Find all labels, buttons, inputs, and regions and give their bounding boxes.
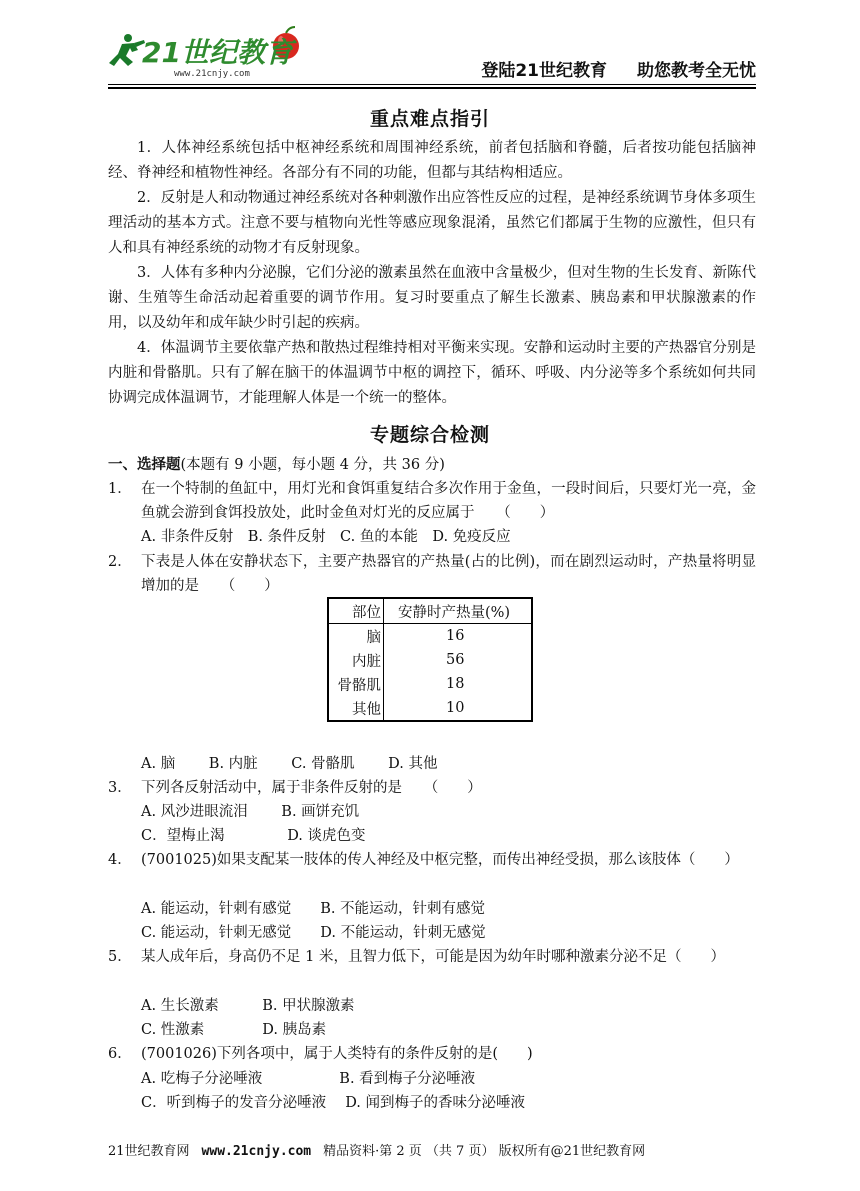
question-6-options-row-2: C．听到梅子的发音分泌唾液 D. 闻到梅子的香味分泌唾液 bbox=[141, 1095, 526, 1111]
table-header-row bbox=[328, 598, 532, 624]
running-figure-icon bbox=[109, 34, 145, 66]
question-stem: (7001025)如果支配某一肢体的传人神经及中枢完整，而传出神经受损，那么该肢体（ ） bbox=[141, 852, 739, 868]
page-footer bbox=[108, 1140, 756, 1159]
table-header-part: 部位 bbox=[328, 598, 384, 624]
guide-paragraph-2: 2．反射是人和动物通过神经系统对各种刺激作出应答性反应的过程，是神经系统调节身体多项生理活动的基本方式。注意不要与植物向光性等感应现象混淆，虽然它们都属于生物的应激性，但只有人和具有神经系统的动物才有反射现象。 bbox=[108, 190, 756, 256]
table-cell-part: 内脏 bbox=[328, 648, 384, 672]
table-row bbox=[328, 672, 532, 696]
question-6-options-row-1: A. 吃梅子分泌唾液 B. 看到梅子分泌唾液 bbox=[141, 1071, 476, 1087]
section-title-guide: 重点难点指引 bbox=[369, 108, 490, 130]
question-6 bbox=[108, 1042, 756, 1066]
question-stem: 某人成年后，身高仍不足 1 米，且智力低下，可能是因为幼年时哪种激素分泌不足（ ） bbox=[141, 949, 725, 965]
question-stem: 在一个特制的鱼缸中，用灯光和食饵重复结合多次作用于金鱼，一段时间后，只要灯光一亮，金鱼就会游到食饵投放处，此时金鱼对灯光的反应属于 （ ） bbox=[141, 481, 756, 521]
logo-url: www.21cnjy.com bbox=[174, 69, 250, 79]
question-5-options-row-2: C. 性激素 D. 胰岛素 bbox=[141, 1022, 327, 1038]
question-number: 2． bbox=[108, 554, 132, 570]
question-number: 5． bbox=[108, 949, 132, 965]
section-title-test: 专题综合检测 bbox=[369, 424, 490, 446]
heat-production-table bbox=[327, 597, 533, 722]
question-3 bbox=[108, 776, 756, 800]
table-row bbox=[328, 696, 532, 721]
question-3-options-row-2: C．望梅止渴 D. 谈虎色变 bbox=[141, 828, 366, 844]
question-4 bbox=[108, 848, 756, 872]
question-2-options: A. 脑 B. 内脏 C. 骨骼肌 D. 其他 bbox=[141, 756, 438, 772]
question-stem: 下列各反射活动中，属于非条件反射的是 （ ） bbox=[141, 780, 482, 796]
header-rule bbox=[108, 84, 756, 89]
slogan-login: 登陆21世纪教育 bbox=[481, 61, 607, 81]
table-cell-part: 骨骼肌 bbox=[328, 672, 384, 696]
slogan-help: 助您教考全无忧 bbox=[637, 61, 756, 81]
heading-bold: 一、选择题 bbox=[108, 457, 181, 473]
question-number: 1． bbox=[108, 481, 132, 497]
section-heading bbox=[108, 453, 445, 477]
table-row bbox=[328, 624, 532, 649]
footer-site-link[interactable]: www.21cnjy.com bbox=[201, 1144, 312, 1159]
table-cell-part: 其他 bbox=[328, 696, 384, 721]
page-header bbox=[108, 22, 756, 84]
question-stem: 下表是人体在安静状态下，主要产热器官的产热量(占的比例)，而在剧烈运动时，产热量将明显增加的是 （ ） bbox=[141, 554, 756, 594]
question-2 bbox=[108, 550, 756, 598]
table-header-heat: 安静时产热量(%) bbox=[384, 598, 532, 624]
question-number: 4． bbox=[108, 852, 132, 868]
table-row bbox=[328, 648, 532, 672]
table-cell-value: 10 bbox=[446, 700, 465, 716]
question-stem: (7001026)下列各项中，属于人类特有的条件反射的是( ) bbox=[141, 1046, 533, 1062]
header-slogan bbox=[481, 56, 756, 81]
heading-note: (本题有 9 小题，每小题 4 分，共 36 分) bbox=[180, 457, 445, 473]
question-3-options-row-1: A. 风沙进眼流泪 B. 画饼充饥 bbox=[141, 804, 360, 820]
question-1-options: A. 非条件反射 B. 条件反射 C. 鱼的本能 D. 免疫反应 bbox=[141, 529, 511, 545]
footer-left: 21世纪教育网 bbox=[108, 1144, 190, 1159]
question-number: 6． bbox=[108, 1046, 132, 1062]
table-cell-part: 脑 bbox=[328, 624, 384, 649]
logo-text: 21世纪教育 bbox=[142, 36, 293, 69]
question-5 bbox=[108, 945, 756, 969]
table-cell-value: 18 bbox=[446, 676, 465, 692]
table-cell-value: 16 bbox=[446, 628, 465, 644]
question-1 bbox=[108, 477, 756, 525]
table-cell-value: 56 bbox=[446, 652, 465, 668]
question-4-options-row-1: A. 能运动，针刺有感觉 B. 不能运动，针刺有感觉 bbox=[141, 901, 486, 917]
guide-paragraph-4: 4．体温调节主要依靠产热和散热过程维持相对平衡来实现。安静和运动时主要的产热器官分别是内脏和骨骼肌。只有了解在脑干的体温调节中枢的调控下，循环、呼吸、内分泌等多个系统如何共同协调完成体温调节，才能理解人体是一个统一的整体。 bbox=[108, 340, 756, 406]
site-logo bbox=[108, 26, 308, 82]
question-number: 3． bbox=[108, 780, 132, 796]
guide-paragraph-1: 1．人体神经系统包括中枢神经系统和周围神经系统，前者包括脑和脊髓，后者按功能包括脑神经、脊神经和植物性神经。各部分有不同的功能，但都与其结构相适应。 bbox=[108, 140, 756, 181]
question-4-options-row-2: C. 能运动，针刺无感觉 D. 不能运动，针刺无感觉 bbox=[141, 925, 486, 941]
footer-right: 精品资料·第 2 页 （共 7 页） 版权所有@21世纪教育网 bbox=[323, 1144, 646, 1159]
question-5-options-row-1: A. 生长激素 B. 甲状腺激素 bbox=[141, 998, 355, 1014]
guide-paragraph-3: 3．人体有多种内分泌腺，它们分泌的激素虽然在血液中含量极少，但对生物的生长发育、新陈代谢、生殖等生命活动起着重要的调节作用。复习时要重点了解生长激素、胰岛素和甲状腺激素的作用，以及幼年和成年缺少时引起的疾病。 bbox=[108, 265, 756, 331]
